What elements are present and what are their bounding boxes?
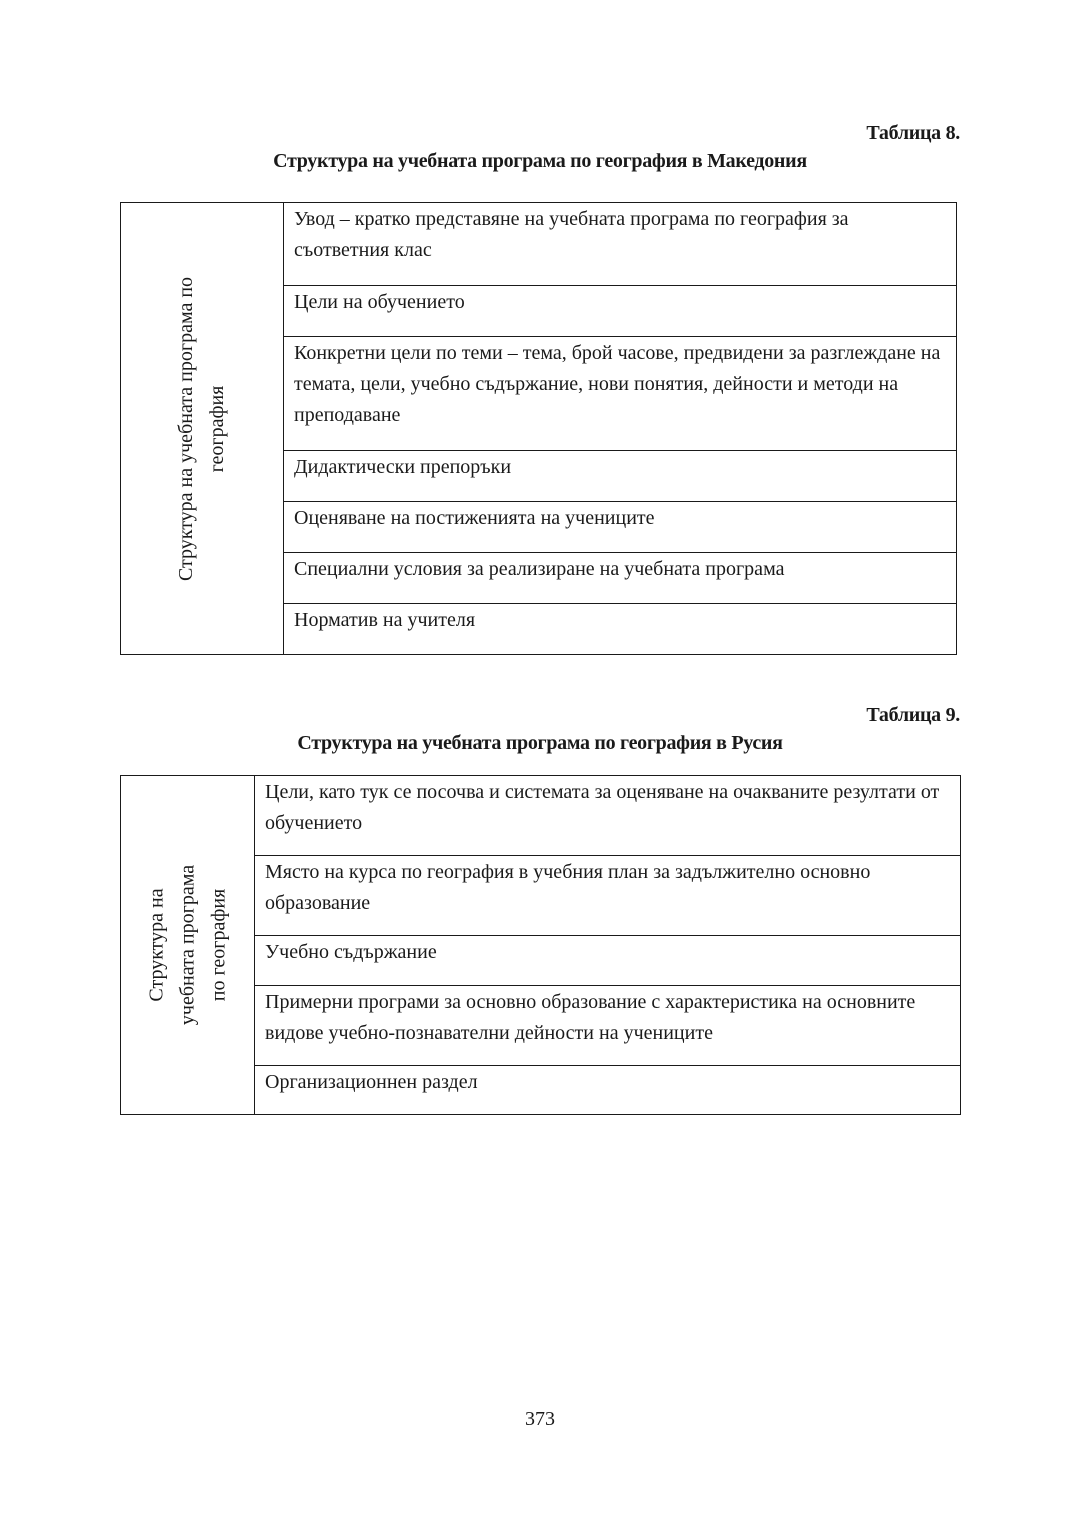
table8 xyxy=(120,202,957,655)
table9-row: Примерни програми за основно образование с характеристика на основните видове учебно-познавателни дейности на учениците xyxy=(255,986,960,1066)
table8-side-label: Структура на учебната програма по география xyxy=(175,276,228,581)
table9-side-label: Структура на учебната програма по география xyxy=(145,864,229,1026)
page-number: 373 xyxy=(525,1408,555,1430)
table9-rows xyxy=(255,776,960,1114)
table8-label: Таблица 8. xyxy=(866,122,960,144)
table9 xyxy=(120,775,961,1115)
table9-row: Организационнен раздел xyxy=(265,1071,478,1093)
table8-row: Конкретни цели по теми – тема, брой часове, предвидени за разглеждане на темата, цели, учебно съдържание, нови понятия, дейности и методи на преподаване xyxy=(284,337,956,451)
table8-side-header xyxy=(121,203,284,654)
table8-title: Структура на учебната програма по география в Македония xyxy=(273,150,807,172)
table8-row: Специални условия за реализиране на учебната програма xyxy=(284,553,956,604)
table8-row: Норматив на учителя xyxy=(294,609,476,631)
table9-row: Цели, като тук се посочва и системата за оценяване на очакваните резултати от обучението xyxy=(255,776,960,856)
table9-label: Таблица 9. xyxy=(866,704,960,726)
table8-row: Увод – кратко представяне на учебната програма по география за съответния клас xyxy=(284,203,956,286)
table9-row: Място на курса по география в учебния план за задължително основно образование xyxy=(255,856,960,936)
table9-side-header xyxy=(121,776,255,1114)
table9-row: Учебно съдържание xyxy=(255,936,960,986)
table8-row: Дидактически препоръки xyxy=(284,451,956,502)
table8-row: Цели на обучението xyxy=(284,286,956,337)
table9-title: Структура на учебната програма по география в Русия xyxy=(297,732,783,754)
table8-rows xyxy=(284,203,956,654)
table8-row: Оценяване на постиженията на учениците xyxy=(284,502,956,553)
